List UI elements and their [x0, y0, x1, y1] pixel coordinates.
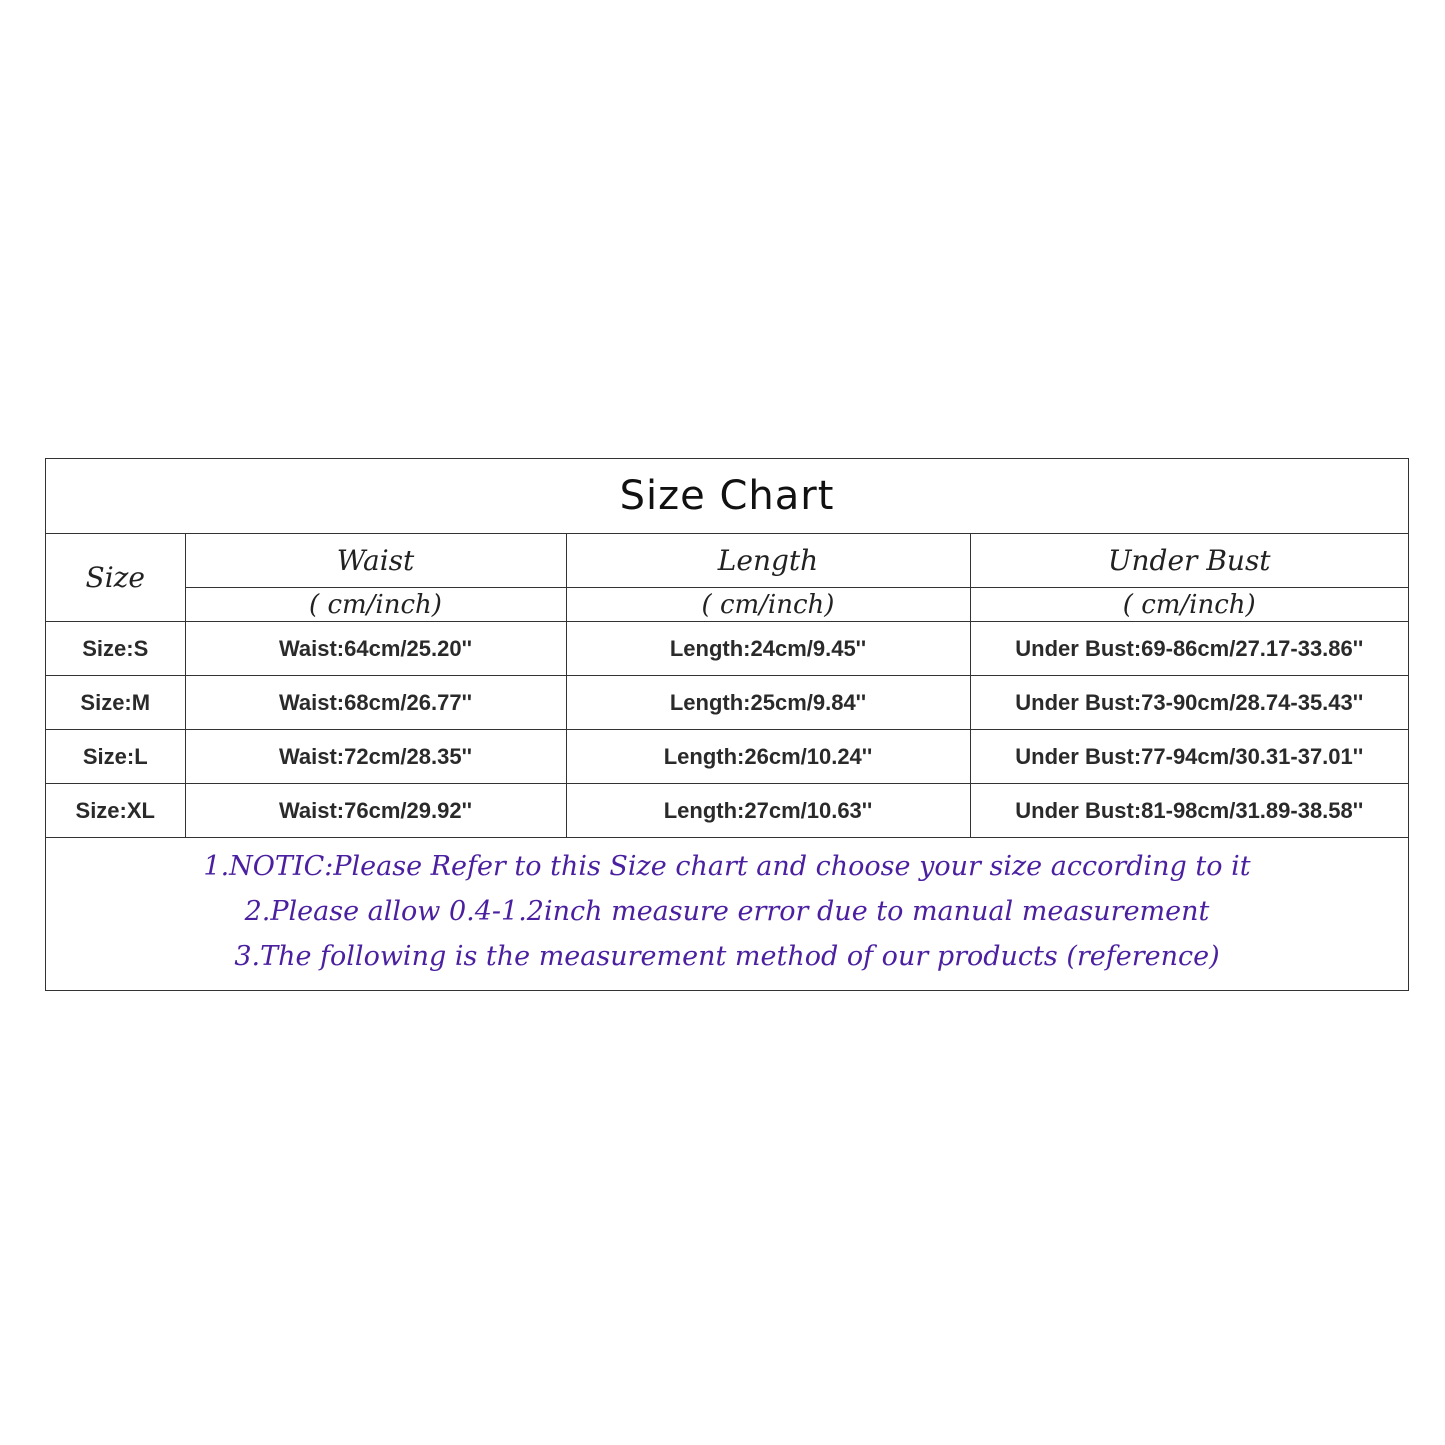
header-waist-unit: ( cm/inch): [185, 588, 566, 622]
header-unit-row: [46, 588, 1408, 622]
length-cell: Length:24cm/9.45'': [566, 622, 970, 676]
header-row: [46, 534, 1408, 588]
under-bust-cell: Under Bust:77-94cm/30.31-37.01'': [970, 730, 1408, 784]
length-cell: Length:26cm/10.24'': [566, 730, 970, 784]
title-row: [46, 459, 1408, 534]
table-row: [46, 730, 1408, 784]
length-cell: Length:27cm/10.63'': [566, 784, 970, 838]
header-size: Size: [46, 534, 185, 622]
table-row: [46, 622, 1408, 676]
size-cell: Size:L: [46, 730, 185, 784]
header-waist: Waist: [185, 534, 566, 588]
length-cell: Length:25cm/9.84'': [566, 676, 970, 730]
note-line: 2.Please allow 0.4-1.2inch measure error due to manual measurement: [244, 895, 1210, 927]
note-line: 3.The following is the measurement method of our products (reference): [234, 940, 1220, 972]
size-cell: Size:S: [46, 622, 185, 676]
size-cell: Size:M: [46, 676, 185, 730]
under-bust-cell: Under Bust:73-90cm/28.74-35.43'': [970, 676, 1408, 730]
note-line: 1.NOTIC:Please Refer to this Size chart and choose your size according to it: [203, 850, 1251, 882]
table-row: [46, 784, 1408, 838]
chart-title: Size Chart: [619, 473, 835, 519]
waist-cell: Waist:76cm/29.92'': [185, 784, 566, 838]
header-length-unit: ( cm/inch): [566, 588, 970, 622]
header-length: Length: [566, 534, 970, 588]
waist-cell: Waist:64cm/25.20'': [185, 622, 566, 676]
waist-cell: Waist:68cm/26.77'': [185, 676, 566, 730]
size-table: [46, 534, 1408, 838]
waist-cell: Waist:72cm/28.35'': [185, 730, 566, 784]
under-bust-cell: Under Bust:81-98cm/31.89-38.58'': [970, 784, 1408, 838]
size-chart: [45, 458, 1409, 991]
size-cell: Size:XL: [46, 784, 185, 838]
header-under-bust-unit: ( cm/inch): [970, 588, 1408, 622]
notes-section: [46, 838, 1408, 992]
under-bust-cell: Under Bust:69-86cm/27.17-33.86'': [970, 622, 1408, 676]
table-row: [46, 676, 1408, 730]
header-under-bust: Under Bust: [970, 534, 1408, 588]
